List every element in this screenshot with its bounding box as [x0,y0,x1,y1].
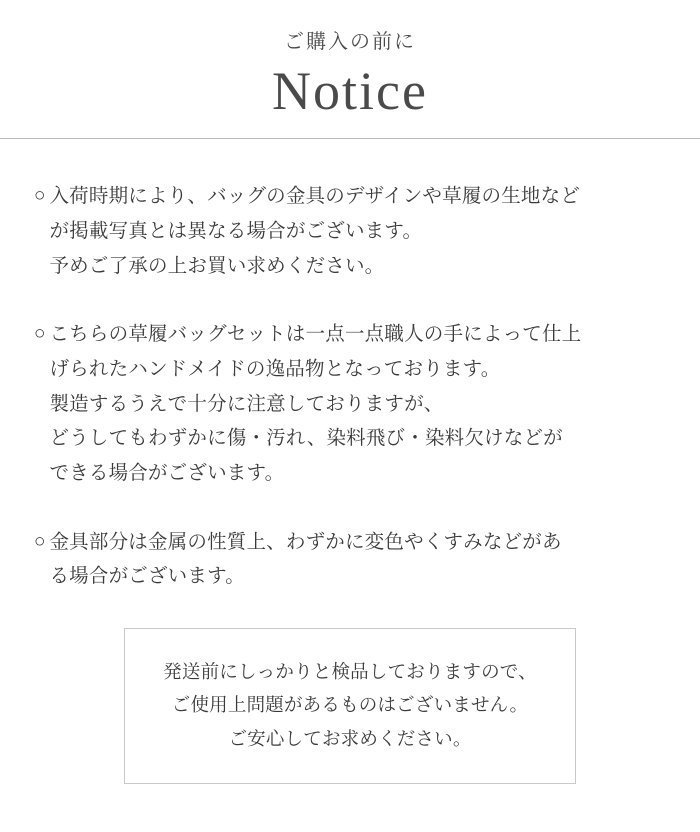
note-item [34,179,666,283]
note-text [49,317,666,491]
footer-line: ご安心してお求めください。 [228,727,472,749]
bullet-icon: ○ [34,530,46,552]
page-header [0,0,700,122]
note-line: どうしてもわずかに傷・汚れ、染料飛び・染料欠けなどが [49,427,563,450]
footer-callout-box [124,628,576,784]
page-subtitle: ご購入の前に [284,31,416,53]
bullet-icon: ○ [34,323,46,345]
note-line: る場合がございます。 [49,565,245,588]
footer-line: ご使用上問題があるものはございません。 [171,694,529,716]
note-line: 製造するうえで十分に注意しておりますが、 [49,392,444,415]
footer-line: 発送前にしっかりと検品しておりますので、 [163,661,537,683]
note-line: 予めご了承の上お買い求めください。 [49,254,385,277]
note-text [49,179,666,283]
note-line: が掲載写真とは異なる場合がございます。 [49,219,423,242]
note-item [34,317,666,491]
note-line: できる場合がございます。 [49,462,285,485]
bullet-icon: ○ [34,185,46,207]
note-line: 金具部分は金属の性質上、わずかに変色やくすみなどがあ [49,530,562,553]
note-text [49,525,666,594]
notice-content [0,139,700,784]
note-line: げられたハンドメイドの逸品物となっております。 [49,357,501,380]
footer-box-wrapper [34,628,666,784]
page-title: Notice [272,61,428,121]
note-line: 入荷時期により、バッグの金具のデザインや草履の生地など [49,185,581,208]
note-item [34,525,666,594]
note-line: こちらの草履バッグセットは一点一点職人の手によって仕上 [49,323,582,346]
